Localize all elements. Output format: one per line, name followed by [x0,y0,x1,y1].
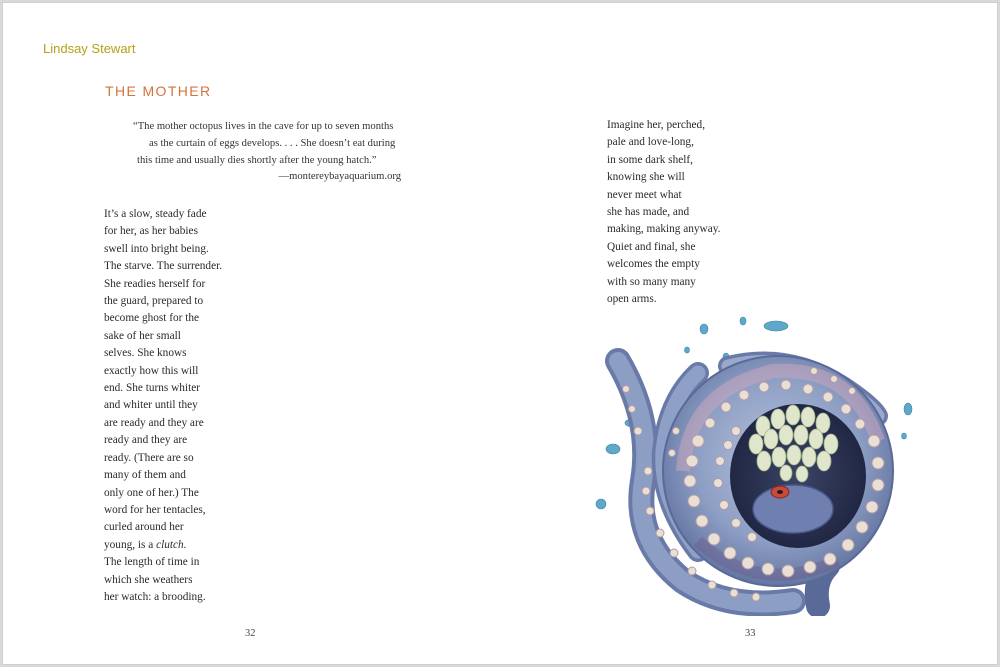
poem-line: It’s a slow, steady fade [104,208,207,220]
poem-line: are ready and they are [104,416,204,429]
epigraph-source: —montereybayaquarium.org [278,171,401,183]
poem-line: and whiter until they [104,399,198,412]
poem-line: selves. She knows [104,347,187,360]
poem-title: THE MOTHER [105,83,212,99]
poem-line: end. She turns whiter [104,382,201,395]
poem-line: ready and they are [104,434,188,447]
poem-line-text: young, is a [104,538,157,551]
poem-line: welcomes the empty [607,258,700,271]
poem-line: She readies herself for [104,277,206,290]
poem-line: The starve. The surrender. [104,260,223,273]
poem-line: making, making anyway. [607,223,721,236]
poem-line: in some dark shelf, [607,153,693,166]
poem-line: pale and love-long, [607,136,694,149]
book-spread [2,2,998,665]
poem-line: knowing she will [607,171,685,184]
italic-word: clutch. [156,538,187,551]
poem-line: which she weathers [104,573,193,586]
poem-line: for her, as her babies [104,225,198,238]
epigraph [121,119,403,186]
poem-line: the guard, prepared to [104,295,204,308]
octopus-illustration [588,311,918,616]
poem-line: Quiet and final, she [607,240,696,253]
poem-line: open arms. [607,293,657,306]
poem-line [104,537,222,554]
poem-line: exactly how this will [104,364,199,377]
poem-line: sake of her small [104,329,181,342]
poem-line: with so many many [607,275,696,288]
poem-line: only one of her.) The [104,486,199,499]
poem-right-column [607,117,720,308]
poem-line: never meet what [607,188,682,201]
epigraph-line: this time and usually dies shortly after the young hatch.” [137,154,377,166]
poem-line: curled around her [104,521,184,534]
poem-left-column [104,206,222,606]
poem-line: swell into bright being. [104,242,209,255]
poem-line: she has made, and [607,206,690,219]
page-number-left: 32 [245,628,256,639]
poem-line: many of them and [104,469,186,482]
poem-line: become ghost for the [104,312,200,325]
epigraph-line: as the curtain of eggs develops. . . . She doesn’t eat during [149,137,396,149]
poem-line: her watch: a brooding. [104,590,206,603]
author-name: Lindsay Stewart [43,41,136,56]
poem-line: word for her tentacles, [104,503,206,516]
poem-line: ready. (There are so [104,451,194,464]
poem-line: The length of time in [104,556,200,569]
poem-line: Imagine her, perched, [607,119,706,131]
epigraph-line: “The mother octopus lives in the cave for up to seven months [133,121,394,132]
page-number-right: 33 [745,628,756,639]
